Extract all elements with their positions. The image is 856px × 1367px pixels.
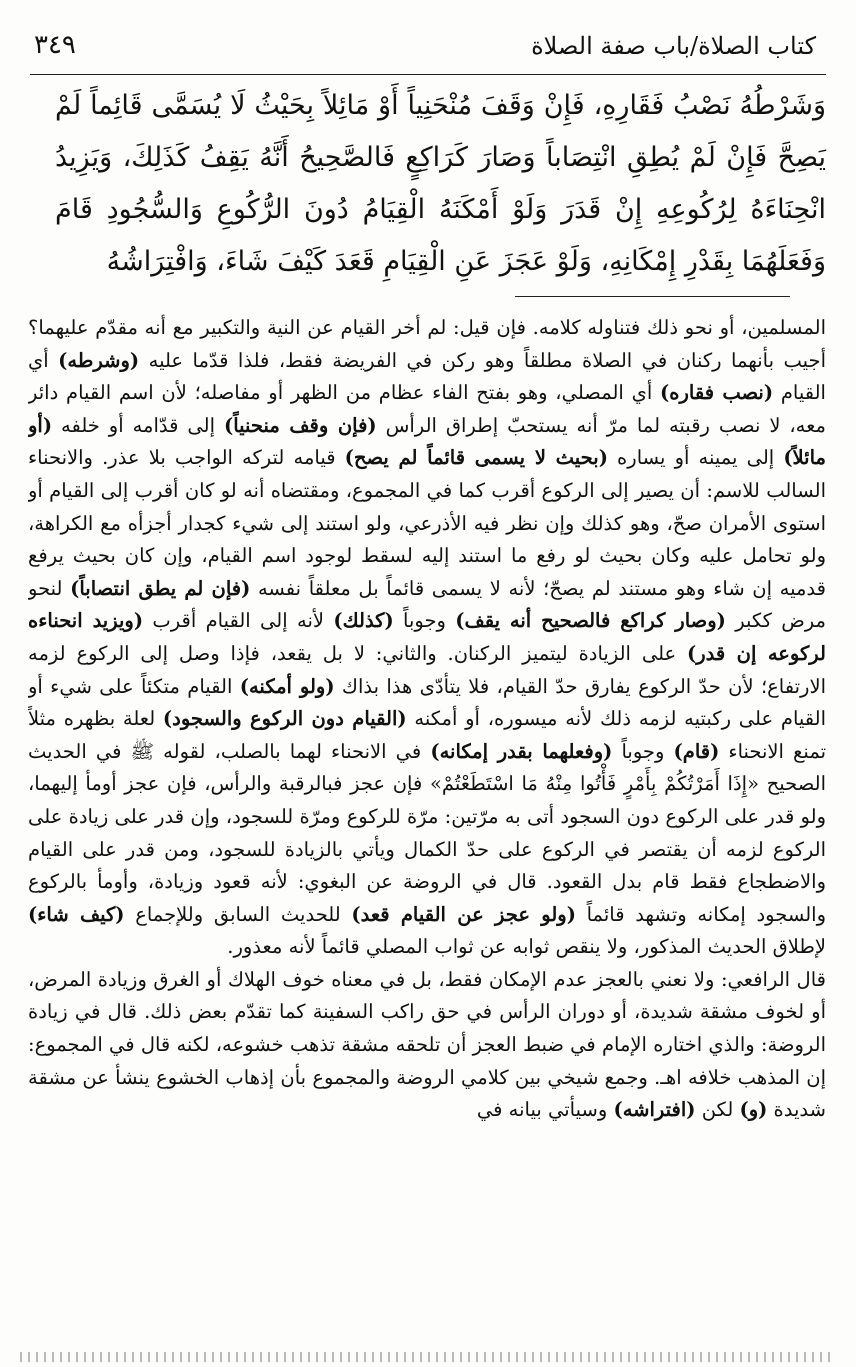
- sharh-text: وسيأتي بيانه في: [476, 1098, 614, 1122]
- decorative-border: [20, 1352, 836, 1362]
- sharh-text: القيام متكئاً على شيء أو القيام على ركبتيه لزمه ذلك لأنه ميسوره، أو أمكنه: [28, 674, 826, 731]
- matn-quote: (نصب فقاره): [660, 381, 774, 405]
- matn-quote: (افتراشه): [613, 1098, 696, 1122]
- sharh-text: إلى يمينه أو يساره: [607, 446, 784, 470]
- page-header: [30, 22, 826, 75]
- matn-text: وَشَرْطُهُ نَصْبُ فَقَارِهِ، فَإِنْ وَقَفَ مُنْحَنِياً أَوْ مَائِلاً بِحَيْثُ لَا يُسَمَّى قَائِماً لَمْ يَصِحَّ فَإِنْ لَمْ يُطِقِ انْتِصَاباً وَصَارَ كَرَاكِعٍ فَالصَّحِيحُ أَنَّهُ يَقِفُ كَذَلِكَ، وَيَزِيدُ انْحِنَاءَهُ لِرُكُوعِهِ إِنْ قَدَرَ وَلَوْ أَمْكَنَهُ الْقِيَامُ دُونَ الرُّكُوعِ وَالسُّجُودِ قَامَ وَفَعَلَهُمَا بِقَدْرِ إِمْكَانِهِ، وَلَوْ عَجَزَ عَنِ الْقِيَامِ قَعَدَ كَيْفَ شَاءَ، وَافْتِرَاشُهُ: [55, 90, 826, 277]
- matn-quote: (القيام دون الركوع والسجود): [162, 707, 407, 731]
- sharh-text: للحديث السابق وللإجماع: [124, 902, 352, 926]
- sharh-text: أي القيام: [28, 348, 826, 405]
- sharh-text: في الانحناء لهما بالصلب، لقوله ﷺ في الحديث الصحيح «إِذَا أَمَرْتُكُمْ بِأَمْرٍ فَأْتُوا مِنْهُ مَا اسْتَطَعْتُمْ» فإن عجز فبالرقبة والرأس، فإن عجز أومأ إليهما، ولو قدر على الركوع دون السجود أتى به مرّتين: مرّة للركوع ومرّة للسجود، وإن قدر على زيادة على الركوع لزمه أن يقتصر في الركوع على حدّ الكمال ويأتي بالزيادة للسجود، ومن قدر على القيام والاضطجاع فقط قام بدل القعود. قال في الروضة عن البغوي: لأنه قعود وزيادة، وأومأ بالركوع والسجود إمكانه وتشهد قائماً: [28, 739, 826, 926]
- matn-quote: (و): [739, 1098, 768, 1122]
- sharh-text: أي المصلي، وهو بفتح الفاء عظام من الظهر أو مفاصله؛ لأن اسم القيام دائر معه، لا نصب رقبته لما مرّ أنه يستحبّ إطراق الرأس: [28, 381, 826, 437]
- matn-quote: (وصار كراكع فالصحيح أنه يقف): [455, 609, 726, 633]
- matn-quote: (وشرطه): [58, 348, 140, 372]
- matn-quote: (فإن لم يطق انتصاباً): [70, 576, 251, 600]
- matn-quote: (بحيث لا يسمى قائماً لم يصح): [344, 446, 608, 470]
- sharh-text: قال الرافعي: ولا نعني بالعجز عدم الإمكان فقط، بل في معناه خوف الهلاك أو الغرق وزيادة المرض، أو لخوف مشقة شديدة، أو دوران الرأس في حق راكب السفينة كما تقدّم بعض ذلك. قال في زيادة الروضة: والذي اختاره الإمام في ضبط العجز أن تلحقه مشقة تذهب خشوعه، لكنه قال في المجموع: إن المذهب خلافه اهـ. وجمع شيخي بين كلامي الروضة والمجموع بأن إذهاب الخشوع ينشأ عن مشقة شديدة: [28, 967, 826, 1122]
- matn-quote: (ولو أمكنه): [239, 674, 335, 698]
- sharh-text: وجوباً: [393, 609, 456, 633]
- commentary-paragraph: [28, 964, 826, 1127]
- sharh-text: لأنه إلى القيام أقرب: [143, 609, 334, 633]
- sharh-text: لكن: [695, 1098, 740, 1122]
- sharh-text: المسلمين، أو نحو ذلك فتناوله كلامه. فإن قيل: لم أخر القيام عن النية والتكبير مع أنه مقدّم عليهما؟ أجيب بأنهما ركنان في الصلاة مطلقاً وهو ركن في الفريضة فقط، فلذا قدّما عليه: [28, 316, 826, 372]
- matn-quote: (قام): [673, 739, 720, 763]
- sharh-text: لنحو مرض ككبر: [28, 576, 826, 633]
- sharh-text: لإطلاق الحديث المذكور، ولا ينقص ثوابه عن ثواب المصلي قائماً لأنه معذور.: [227, 935, 826, 959]
- sharh-text: قيامه لتركه الواجب بلا عذر. والانحناء السالب للاسم: أن يصير إلى الركوع أقرب كما في المجموع، ومقتضاه أنه لو كان أقرب إلى القيام أو استوى الأمران صحّ، وهو كذلك وإن نظر فيه الأذرعي، ولو استند إلى شيء كجدار أجزأه مع الكراهة، ولو تحامل عليه وكان بحيث لو رفع ما استند إليه لسقط لوجود اسم القيام، وإن كان بحيث يرفع قدميه إن شاء وهو مستند لم يصحّ؛ لأنه لا يسمى قائماً بل معلقاً نفسه: [28, 446, 826, 600]
- matn-quote: (وفعلهما بقدر إمكانه): [430, 739, 613, 763]
- matn-quote: (فإن وقف منحنياً): [223, 413, 377, 437]
- matn-quote: (أو مائلاً): [28, 413, 826, 470]
- sharh-text: إلى قدّامه أو خلفه: [52, 413, 224, 437]
- commentary-text: [28, 312, 826, 1342]
- matn-quote: (ويزيد انحناءه لركوعه إن قدر): [28, 609, 826, 665]
- running-title: كتاب الصلاة/باب صفة الصلاة: [531, 32, 816, 60]
- commentary-paragraph: [28, 312, 826, 964]
- sharh-text: وجوباً: [612, 739, 674, 763]
- sharh-text: لعلة بظهره مثلاً تمنع الانحناء: [28, 707, 826, 763]
- matn-quote: (كيف شاء): [28, 902, 125, 926]
- sharh-text: على الزيادة ليتميز الركنان. والثاني: لا بل يقعد، فإذا وصل إلى الركوع لزمه الارتفاع؛ لأن حدّ الركوع يفارق حدّ القيام، فلا يتأدّى هذا بذاك: [28, 641, 826, 698]
- footnote-separator: [515, 296, 790, 297]
- matn-quote: (ولو عجز عن القيام قعد): [351, 902, 576, 926]
- matn-quote: (كذلك): [333, 609, 394, 633]
- page-number: ٣٤٩: [34, 30, 76, 60]
